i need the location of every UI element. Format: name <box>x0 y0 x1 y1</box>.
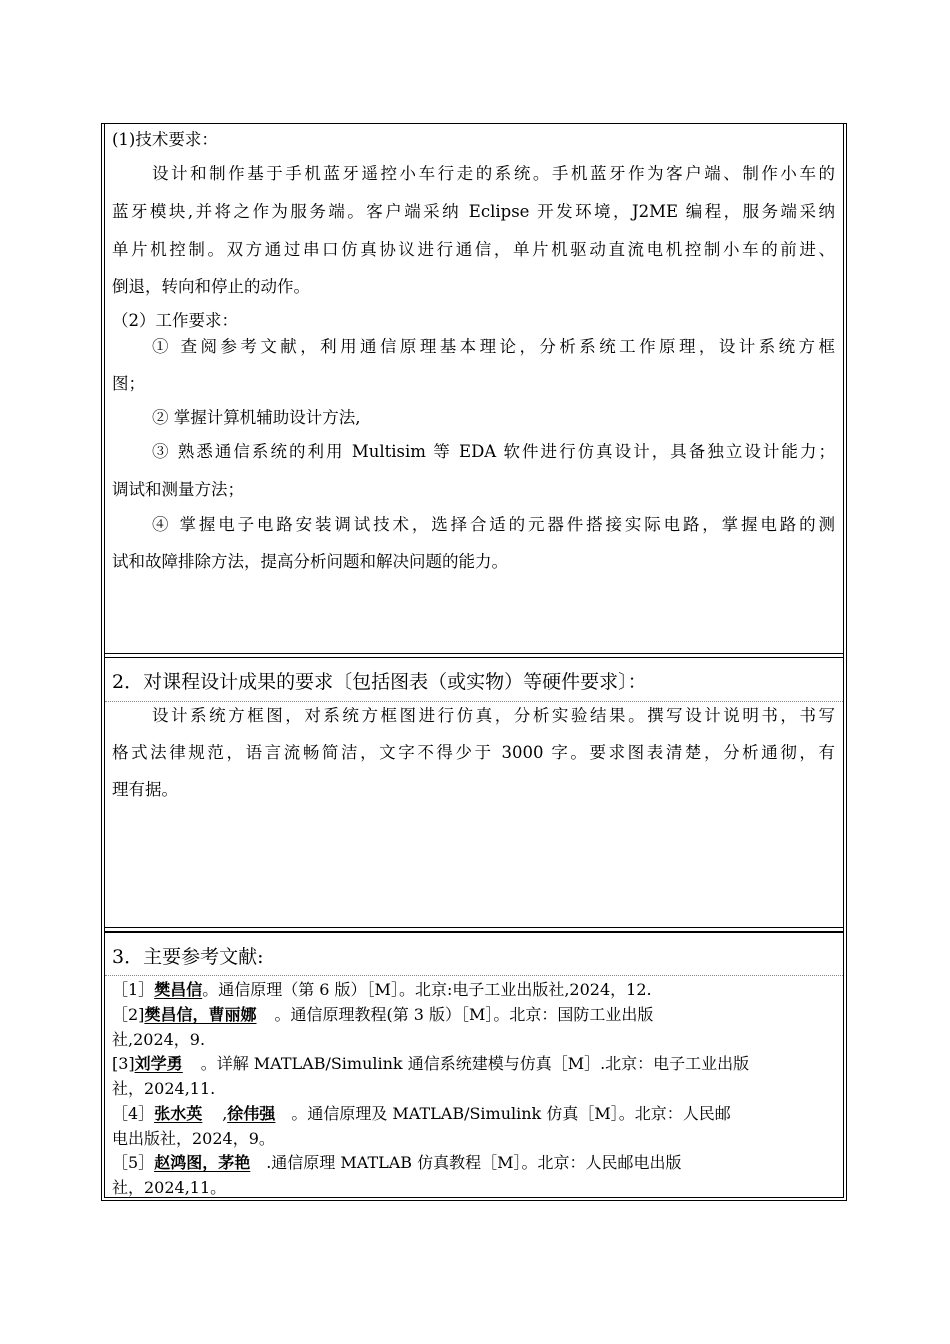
work-line-6: ④ 掌握电子电路安装调试技术，选择合适的元器件搭接实际电路，掌握电路的测 <box>152 515 835 534</box>
ref-text: 。通信原理教程(第 3 版）［M］。北京：国防工业出版 <box>274 1005 654 1024</box>
reference-2-cont: 社,2024，9. <box>112 1030 206 1049</box>
deliverables-heading: 2．对课程设计成果的要求〔包括图表（或实物）等硬件要求〕： <box>112 671 647 693</box>
document-table <box>101 123 847 1201</box>
ref-author: 樊昌信，曹丽娜 <box>144 1005 257 1024</box>
ref-number: ［5］ <box>112 1153 155 1172</box>
table-inner <box>104 124 844 1198</box>
ref-separator: , <box>222 1104 228 1123</box>
work-line-2: 图； <box>112 374 145 393</box>
work-line-5: 调试和测量方法； <box>112 480 244 499</box>
section-deliverables <box>105 657 843 929</box>
ref-text: 。通信原理（第 6 版）［M］。北京:电子工业出版社,2024，12. <box>202 980 652 999</box>
deliverables-line-2: 格式法律规范，语言流畅简洁，文字不得少于 3000 字。要求图表清楚，分析通彻，有 <box>112 743 835 762</box>
reference-2 <box>112 1005 835 1025</box>
tech-line-1: 设计和制作基于手机蓝牙遥控小车行走的系统。手机蓝牙作为客户端、制作小车的 <box>152 164 835 183</box>
ref-number: ［4］ <box>112 1104 155 1123</box>
tech-line-3: 单片机控制。双方通过串口仿真协议进行通信，单片机驱动直流电机控制小车的前进、 <box>112 240 835 259</box>
section-requirements <box>105 124 843 654</box>
references-heading: 3．主要参考文献: <box>112 946 264 968</box>
reference-1 <box>112 980 835 1000</box>
reference-4-cont: 电出版社，2024，9。 <box>112 1129 275 1148</box>
reference-4 <box>112 1104 835 1124</box>
ref-text: 。详解 MATLAB/Simulink 通信系统建模与仿真［M］.北京：电子工业出版 <box>200 1054 750 1073</box>
ref-number: ［1］ <box>112 980 155 999</box>
deliverables-line-1: 设计系统方框图，对系统方框图进行仿真，分析实验结果。撰写设计说明书，书写 <box>152 706 835 725</box>
work-line-3: ② 掌握计算机辅助设计方法, <box>152 408 361 427</box>
reference-5 <box>112 1153 835 1173</box>
ref-text: .通信原理 MATLAB 仿真教程［M］。北京：人民邮电出版 <box>266 1153 682 1172</box>
tech-line-4: 倒退，转向和停止的动作。 <box>112 277 310 296</box>
reference-3 <box>112 1054 835 1074</box>
reference-3-cont: 社，2024,11. <box>112 1079 216 1098</box>
dotted-divider <box>105 701 843 702</box>
work-line-1: ① 查阅参考文献，利用通信原理基本理论，分析系统工作原理，设计系统方框 <box>152 337 835 356</box>
ref-text: 。通信原理及 MATLAB/Simulink 仿真［M］。北京：人民邮 <box>291 1104 731 1123</box>
work-title: （2）工作要求： <box>112 311 238 330</box>
tech-title: (1)技术要求： <box>112 130 218 149</box>
reference-5-cont: 社，2024,11。 <box>112 1178 227 1197</box>
ref-number: [3] <box>112 1054 135 1073</box>
ref-author: 刘学勇 <box>134 1054 183 1073</box>
ref-author: 赵鸿图，茅艳 <box>154 1153 251 1172</box>
dotted-divider <box>105 975 843 976</box>
tech-line-2: 蓝牙模块,并将之作为服务端。客户端采纳 Eclipse 开发环境，J2ME 编程，服务端采纳 <box>112 202 835 221</box>
work-line-7: 试和故障排除方法，提高分析问题和解决问题的能力。 <box>112 552 508 571</box>
work-line-4: ③ 熟悉通信系统的利用 Multisim 等 EDA 软件进行仿真设计，具备独立设计能力； <box>152 442 835 461</box>
ref-author: 樊昌信 <box>154 980 203 999</box>
ref-author-2: 徐伟强 <box>227 1104 276 1123</box>
section-references <box>105 932 843 1199</box>
deliverables-line-3: 理有据。 <box>112 780 178 799</box>
ref-author: 张水英 <box>154 1104 203 1123</box>
ref-number: ［2] <box>112 1005 145 1024</box>
